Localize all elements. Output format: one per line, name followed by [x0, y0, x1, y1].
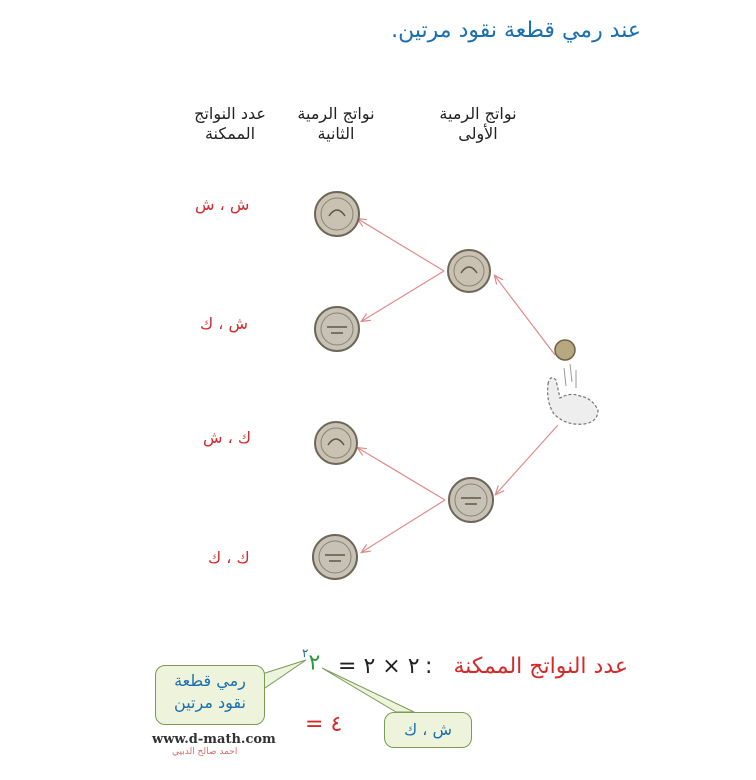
header-line: عدد النواتج	[194, 104, 266, 123]
author-name: احمد صالح الدبيي	[172, 747, 238, 757]
formula-label: عدد النواتج الممكنة	[453, 654, 628, 679]
outcome-heads-heads: ش ، ش	[195, 195, 250, 214]
outcome-tails-tails: ك ، ك	[208, 548, 250, 567]
callout-line: رمي قطعة	[174, 671, 246, 690]
callout-line: نقود مرتين	[174, 693, 246, 712]
header-line: الأولى	[458, 124, 498, 143]
formula-base: ٢	[308, 650, 321, 676]
formula-colon: :	[425, 654, 433, 679]
callout-faces-tail	[322, 668, 414, 712]
header-line: الثانية	[317, 124, 355, 143]
header-line: نواتج الرمية	[297, 104, 375, 123]
page-title: عند رمي قطعة نقود مرتين.	[391, 18, 641, 43]
website-link[interactable]: www.d-math.com	[152, 732, 276, 747]
callout-toss-tail	[262, 660, 306, 690]
outcome-tails-heads: ك ، ش	[203, 428, 252, 447]
header-line: نواتج الرمية	[439, 104, 517, 123]
result-value: = ٤	[305, 712, 343, 737]
formula-expression: = ٢ × ٢	[338, 654, 420, 679]
outcome-heads-tails: ش ، ك	[200, 314, 249, 333]
callout-coin-faces: ش ، ك	[384, 712, 472, 748]
formula-exponent: ٢	[302, 646, 309, 660]
header-line: الممكنة	[204, 124, 256, 143]
callout-toss-twice	[155, 665, 265, 725]
